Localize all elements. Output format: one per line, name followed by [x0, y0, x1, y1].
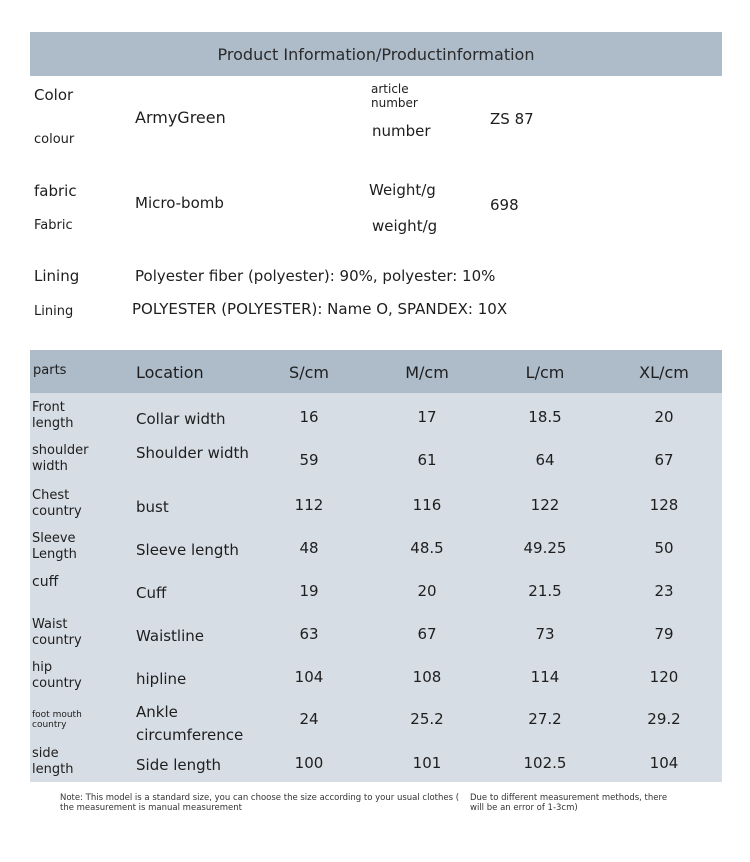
fabric-label: fabric — [34, 182, 77, 200]
part-2: Chest country — [32, 488, 82, 519]
size-s-6: 104 — [294, 668, 324, 686]
part-7: foot mouth country — [32, 710, 82, 730]
part-0: Front length — [32, 400, 74, 431]
size-xl-0: 20 — [654, 408, 674, 426]
part-4: cuff — [32, 574, 59, 590]
header-size-2: S/cm — [289, 363, 329, 382]
fabric-label-alt: Fabric — [34, 218, 73, 233]
header-size-5: XL/cm — [639, 363, 689, 382]
size-table — [30, 350, 722, 782]
header-size-3: M/cm — [405, 363, 449, 382]
size-xl-3: 50 — [654, 539, 674, 557]
size-m-1: 61 — [417, 451, 437, 469]
article-number-value: ZS 87 — [490, 110, 534, 128]
part-8: side length — [32, 746, 74, 777]
location-7: Ankle circumference — [136, 703, 244, 744]
section-title-text: Product Information/Productinformation — [217, 44, 535, 64]
section-title — [30, 32, 722, 76]
header-parts: parts — [33, 363, 67, 378]
weight-label-alt: weight/g — [372, 217, 438, 235]
size-l-7: 27.2 — [528, 710, 562, 728]
size-m-4: 20 — [417, 582, 437, 600]
size-xl-6: 120 — [649, 668, 679, 686]
note-line-3: Due to different measurement methods, there — [470, 793, 668, 803]
size-l-2: 122 — [530, 496, 560, 514]
size-xl-2: 128 — [649, 496, 679, 514]
size-m-3: 48.5 — [410, 539, 444, 557]
header-size-4: L/cm — [525, 363, 565, 382]
part-5: Waist country — [32, 617, 82, 648]
location-2: bust — [136, 498, 169, 516]
location-0: Collar width — [136, 410, 226, 428]
location-6: hipline — [136, 670, 187, 688]
size-xl-8: 104 — [649, 754, 679, 772]
part-3: Sleeve Length — [32, 531, 77, 562]
size-l-5: 73 — [535, 625, 555, 643]
size-l-4: 21.5 — [528, 582, 562, 600]
size-l-3: 49.25 — [523, 539, 567, 557]
note-line-2: the measurement is manual measurement — [60, 803, 242, 813]
article-number-label-alt: number — [372, 122, 431, 140]
size-l-8: 102.5 — [523, 754, 567, 772]
article-number-label: article number — [371, 82, 418, 110]
weight-value: 698 — [490, 196, 519, 214]
size-s-1: 59 — [299, 451, 319, 469]
size-m-5: 67 — [417, 625, 437, 643]
size-m-7: 25.2 — [410, 710, 444, 728]
size-m-2: 116 — [412, 496, 442, 514]
lining-value: Polyester fiber (polyester): 90%, polyester: 10% — [135, 267, 496, 285]
color-value: ArmyGreen — [135, 108, 226, 127]
location-1: Shoulder width — [136, 444, 249, 462]
size-l-0: 18.5 — [528, 408, 562, 426]
location-5: Waistline — [136, 627, 204, 645]
size-s-2: 112 — [294, 496, 324, 514]
size-l-6: 114 — [530, 668, 560, 686]
size-xl-7: 29.2 — [647, 710, 681, 728]
size-xl-4: 23 — [654, 582, 674, 600]
part-6: hip country — [32, 660, 82, 691]
color-label-alt: colour — [34, 132, 75, 147]
location-4: Cuff — [136, 584, 167, 602]
size-s-8: 100 — [294, 754, 324, 772]
size-s-0: 16 — [299, 408, 319, 426]
location-8: Side length — [136, 756, 222, 774]
size-xl-5: 79 — [654, 625, 674, 643]
weight-label: Weight/g — [369, 181, 436, 199]
lining-label: Lining — [34, 267, 80, 285]
size-m-6: 108 — [412, 668, 442, 686]
note-line-4: will be an error of 1-3cm) — [470, 803, 578, 813]
part-1: shoulder width — [32, 443, 89, 474]
fabric-value: Micro-bomb — [135, 194, 224, 212]
header-location: Location — [136, 363, 204, 382]
size-m-0: 17 — [417, 408, 437, 426]
size-s-5: 63 — [299, 625, 319, 643]
size-s-3: 48 — [299, 539, 319, 557]
lining-label-alt: Lining — [34, 304, 74, 319]
size-s-4: 19 — [299, 582, 319, 600]
size-m-8: 101 — [412, 754, 442, 772]
lining-value-alt: POLYESTER (POLYESTER): Name O, SPANDEX: 10X — [132, 300, 508, 318]
location-3: Sleeve length — [136, 541, 239, 559]
size-xl-1: 67 — [654, 451, 674, 469]
note-line-1: Note: This model is a standard size, you can choose the size according to your usual clothes ( — [60, 793, 460, 803]
size-s-7: 24 — [299, 710, 319, 728]
size-l-1: 64 — [535, 451, 555, 469]
color-label: Color — [34, 86, 74, 104]
